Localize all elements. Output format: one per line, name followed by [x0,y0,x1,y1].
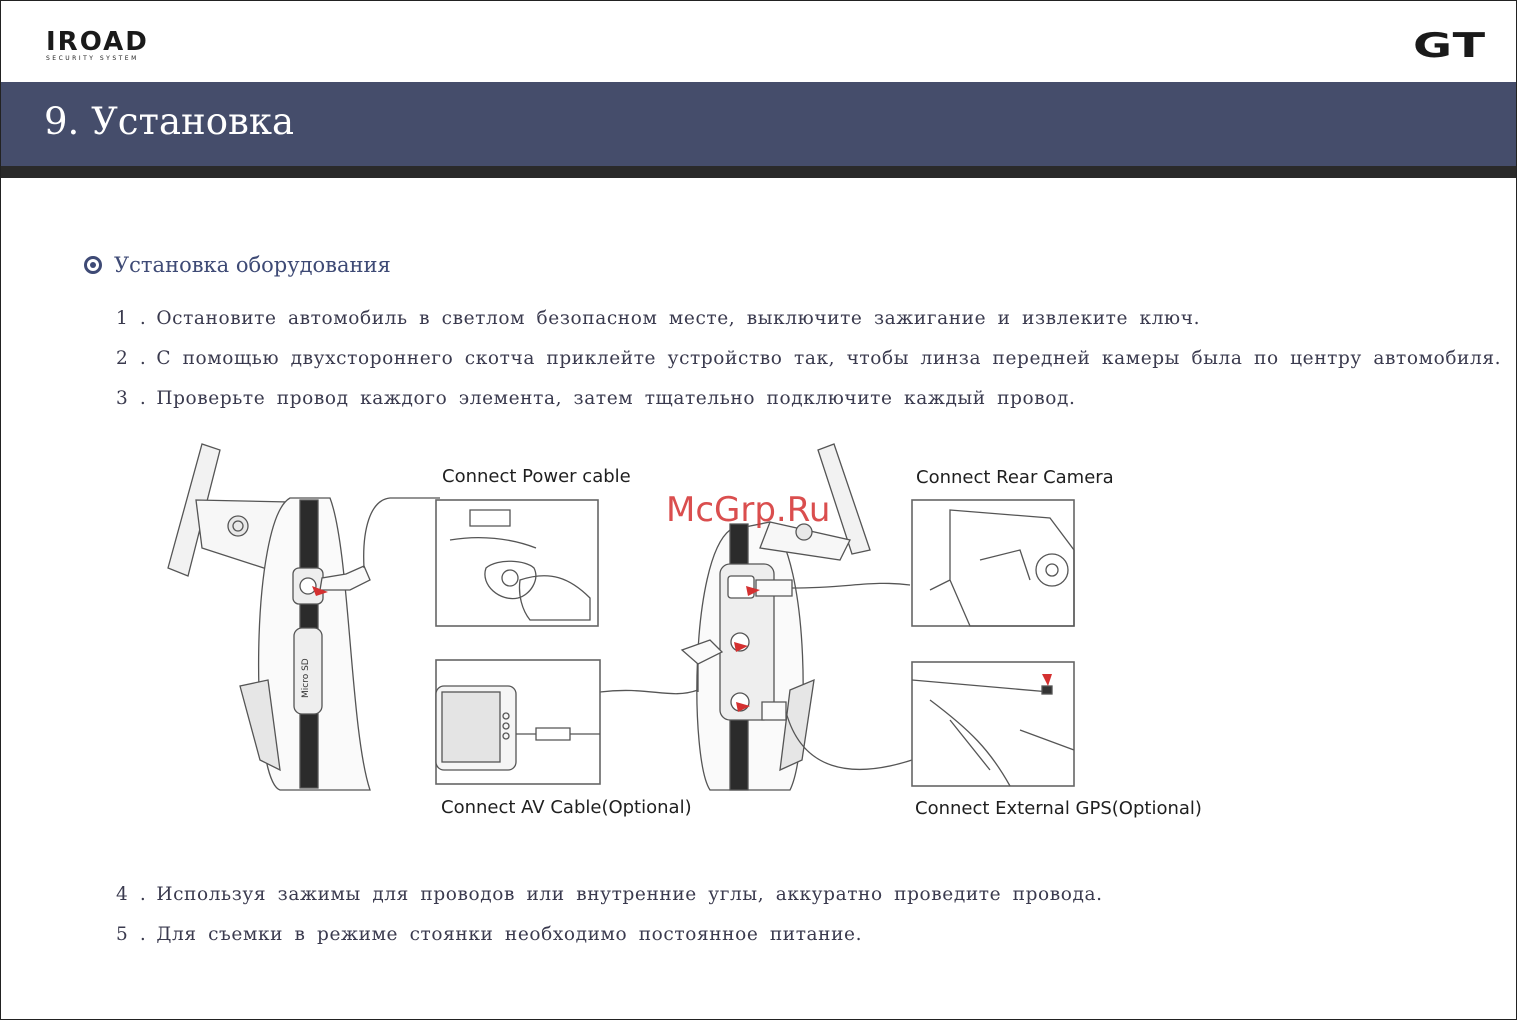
label-av-cable: Connect AV Cable(Optional) [441,797,692,818]
device-microsd-label: Micro SD [301,658,311,698]
step-item [116,884,1103,905]
step-text: Используя зажимы для проводов или внутренние углы, аккуратно проведите провода. [156,884,1103,905]
step-number: 4 . [116,884,147,905]
step-number: 5 . [116,924,147,945]
rear-camera-photo [912,500,1074,626]
gps-plug [762,702,786,720]
label-power-cable: Connect Power cable [442,466,631,487]
label-rear-camera: Connect Rear Camera [916,467,1114,488]
brand-logo-text: IROAD [46,27,149,57]
step-text: Для съемки в режиме стоянки необходимо постоянное питание. [156,924,863,945]
left-mount-knob [228,516,248,536]
page-title: 9. Установка [44,100,295,143]
section-heading [84,253,391,277]
step-text: С помощью двухстороннего скотча приклейте устройство так, чтобы линза передней камеры была по центру автомобиля. [156,348,1502,369]
label-external-gps: Connect External GPS(Optional) [915,798,1202,819]
brand-tagline: SECURITY SYSTEM [46,55,139,62]
title-bar-shadow [1,166,1516,178]
power-photo [436,500,598,626]
power-cable [364,498,440,568]
rear-camera-cable [792,583,910,588]
step-text: Проверьте провод каждого элемента, затем тщательно подключите каждый провод. [156,388,1076,409]
section-title: Установка оборудования [114,253,391,277]
step-item [116,348,1501,369]
step-number: 1 . [116,308,147,329]
target-bullet-icon [84,256,102,274]
av-cable [600,690,698,694]
watermark: McGrp.Ru [666,490,831,530]
step-number: 3 . [116,388,147,409]
step-item [116,924,862,945]
step-item [116,388,1076,409]
rear-cable-plug [756,580,792,596]
brand-logo [46,27,149,62]
step-item [116,308,1200,329]
model-logo: GT [1413,26,1487,66]
step-text: Остановите автомобиль в светлом безопасном месте, выключите зажигание и извлеките ключ. [156,308,1201,329]
step-number: 2 . [116,348,147,369]
